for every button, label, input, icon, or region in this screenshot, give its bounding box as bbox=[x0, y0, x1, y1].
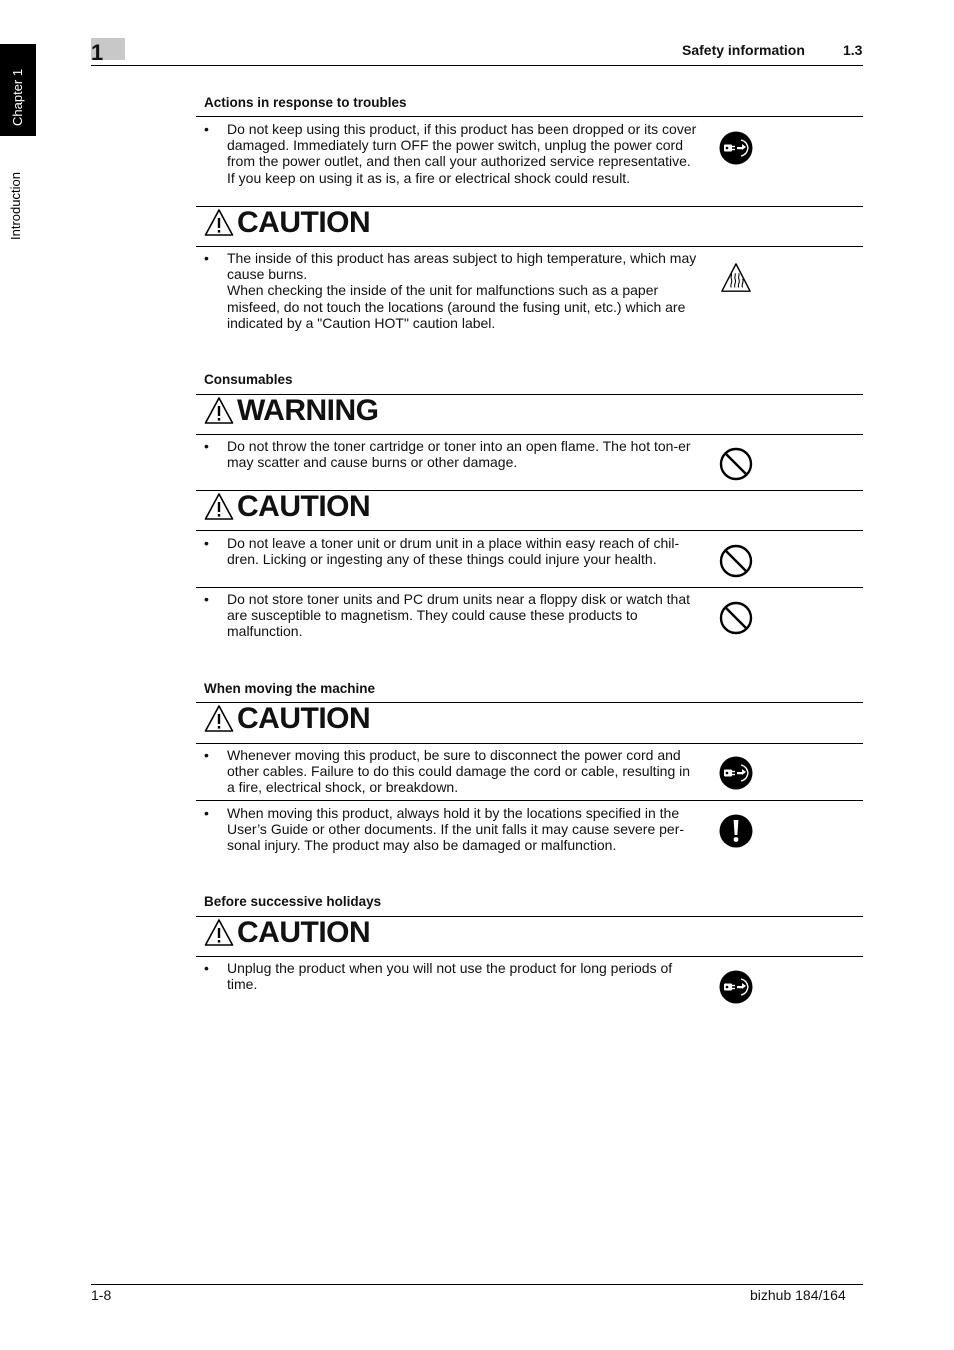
hot-surface-icon bbox=[719, 262, 753, 294]
caution-banner bbox=[204, 916, 370, 950]
caution-banner bbox=[204, 206, 370, 240]
caution-label: CAUTION bbox=[237, 702, 371, 735]
chapter-tab-label: Chapter 1 bbox=[10, 68, 25, 126]
consumables-item-2: Do not leave a toner unit or drum unit in a place within easy reach of chil-dren. Licking or ingesting any of these things could injure your health. bbox=[227, 535, 680, 568]
header-rule bbox=[91, 65, 863, 66]
section-title-moving: When moving the machine bbox=[204, 681, 376, 696]
bullet: • bbox=[204, 121, 209, 137]
moving-item-2: When moving this product, always hold it by the locations specified in the User’s Guide or other documents. If the unit falls it may cause severe per-sonal injury. The product may also be damaged or malfunction. bbox=[227, 805, 685, 854]
prohibited-icon bbox=[719, 447, 753, 481]
warning-triangle-icon bbox=[204, 704, 234, 734]
unplug-icon bbox=[719, 756, 753, 790]
caution-label: CAUTION bbox=[237, 490, 371, 523]
holidays-item-1: Unplug the product when you will not use the product for long periods of time. bbox=[227, 960, 673, 993]
bullet: • bbox=[204, 960, 209, 976]
divider bbox=[196, 956, 863, 957]
caution-banner bbox=[204, 702, 370, 736]
warning-label: WARNING bbox=[237, 394, 379, 427]
divider bbox=[196, 434, 863, 435]
header-title: Safety information bbox=[682, 42, 805, 58]
divider bbox=[196, 246, 863, 247]
bullet: • bbox=[204, 535, 209, 551]
page-number: 1-8 bbox=[91, 1287, 112, 1303]
warning-triangle-icon bbox=[204, 492, 234, 522]
bullet: • bbox=[204, 747, 209, 763]
section-title-troubles: Actions in response to troubles bbox=[204, 95, 407, 110]
consumables-item-1: Do not throw the toner cartridge or toner into an open flame. The hot ton-er may scatter and cause burns or other damage. bbox=[227, 438, 691, 471]
chapter-side-tab bbox=[0, 44, 36, 136]
footer-rule bbox=[91, 1284, 863, 1285]
caution-banner bbox=[204, 490, 370, 524]
bullet: • bbox=[204, 805, 209, 821]
caution-label: CAUTION bbox=[237, 916, 371, 949]
consumables-item-3: Do not store toner units and PC drum units near a floppy disk or watch that are susceptible to magnetism. They could cause these products to malfunction. bbox=[227, 591, 691, 640]
divider bbox=[196, 530, 863, 531]
divider bbox=[196, 743, 863, 744]
warning-banner bbox=[204, 394, 379, 428]
divider bbox=[196, 116, 863, 117]
unplug-icon bbox=[719, 970, 753, 1004]
warning-triangle-icon bbox=[204, 918, 234, 948]
divider bbox=[196, 800, 863, 801]
model-name: bizhub 184/164 bbox=[750, 1287, 846, 1303]
moving-item-1: Whenever moving this product, be sure to disconnect the power cord and other cables. Failure to do this could damage the cord or cable, resulting in a fire, electrical shock, or breakdown. bbox=[227, 747, 691, 796]
bullet: • bbox=[204, 250, 209, 266]
warning-triangle-icon bbox=[204, 208, 234, 238]
troubles-item-2: The inside of this product has areas subject to high temperature, which may cause burns. When checking the inside of the unit for malfunctions such as a paper misfeed, do not touch the locations (around the fusing unit, etc.) which are indicated by a "Caution HOT" caution label. bbox=[227, 250, 697, 331]
mandatory-action-icon bbox=[719, 814, 753, 848]
section-tab-label: Introduction bbox=[8, 172, 23, 240]
unplug-icon bbox=[719, 131, 753, 165]
header-section-number: 1.3 bbox=[843, 42, 863, 58]
bullet: • bbox=[204, 438, 209, 454]
caution-label: CAUTION bbox=[237, 206, 371, 239]
bullet: • bbox=[204, 591, 209, 607]
prohibited-icon bbox=[719, 544, 753, 578]
warning-triangle-icon bbox=[204, 396, 234, 426]
troubles-item-1: Do not keep using this product, if this product has been dropped or its cover damaged. Immediately turn OFF the power switch, unplug the power cord from the power outlet, and then call your authorized service representative. If you keep on using it as is, a fire or electrical shock could result. bbox=[227, 121, 697, 186]
chapter-number: 1 bbox=[91, 40, 104, 65]
divider bbox=[196, 587, 863, 588]
prohibited-icon bbox=[719, 601, 753, 635]
section-title-consumables: Consumables bbox=[204, 372, 293, 387]
section-title-holidays: Before successive holidays bbox=[204, 894, 382, 909]
